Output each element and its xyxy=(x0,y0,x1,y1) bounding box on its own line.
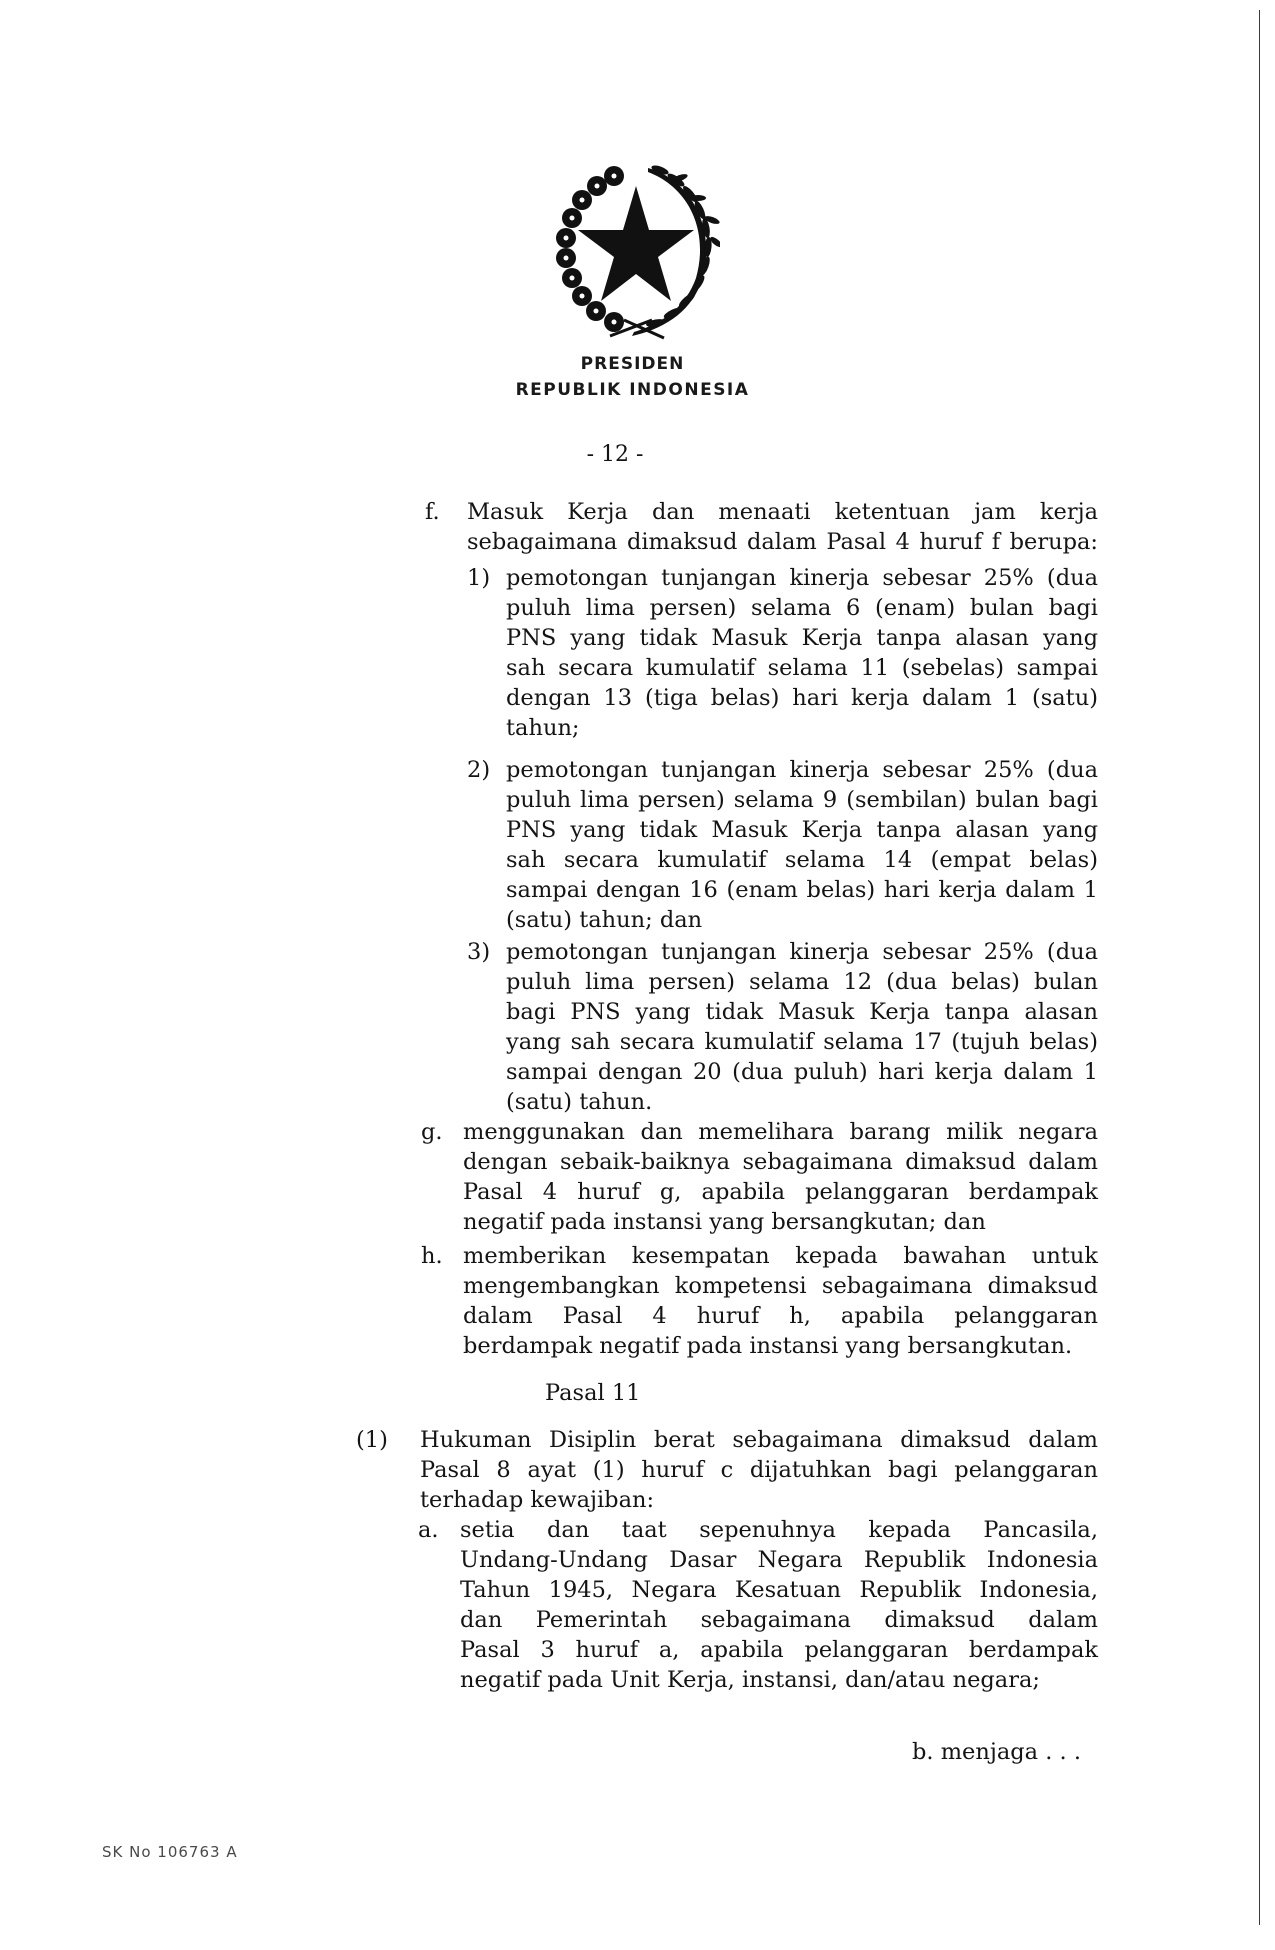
text-line: pemotongan tunjangan kinerja sebesar 25% (dua xyxy=(506,939,1098,965)
item-f-text xyxy=(467,497,1098,557)
item-label-g: g. xyxy=(421,1119,443,1145)
text-line: setia dan taat sepenuhnya kepada Pancasila, xyxy=(460,1517,1098,1543)
text-line: memberikan kesempatan kepada bawahan untuk xyxy=(463,1243,1098,1269)
text-line: sah secara kumulatif selama 11 (sebelas) sampai xyxy=(506,655,1098,681)
text-line: sah secara kumulatif selama 14 (empat belas) xyxy=(506,847,1098,873)
item-g-text xyxy=(463,1117,1098,1237)
text-line: puluh lima persen) selama 6 (enam) bulan bagi xyxy=(506,595,1098,621)
text-line: sebagaimana dimaksud dalam Pasal 4 huruf f berupa: xyxy=(467,529,1098,555)
subitem-a-text xyxy=(460,1515,1098,1695)
text-line: pemotongan tunjangan kinerja sebesar 25% (dua xyxy=(506,565,1098,591)
star-icon xyxy=(578,186,694,301)
text-line: Tahun 1945, Negara Kesatuan Republik Indonesia, xyxy=(460,1577,1098,1603)
text-line: tahun; xyxy=(506,715,580,741)
subitem-label-1: 1) xyxy=(467,565,491,591)
presidential-emblem-icon xyxy=(552,160,720,340)
ayat-label-1: (1) xyxy=(356,1427,388,1453)
text-line: sampai dengan 16 (enam belas) hari kerja dalam 1 xyxy=(506,877,1098,903)
page-number: - 12 - xyxy=(586,442,644,467)
text-line: negatif pada instansi yang bersangkutan; dan xyxy=(463,1209,986,1235)
item-h-text xyxy=(463,1241,1098,1361)
text-line: Pasal 8 ayat (1) huruf c dijatuhkan bagi pelanggaran xyxy=(420,1457,1098,1483)
text-line: puluh lima persen) selama 12 (dua belas) bulan xyxy=(506,969,1098,995)
text-line: Hukuman Disiplin berat sebagaimana dimaksud dalam xyxy=(420,1427,1098,1453)
subitem-3-text xyxy=(506,937,1098,1117)
text-line: dan Pemerintah sebagaimana dimaksud dalam xyxy=(460,1607,1098,1633)
subitem-2-text xyxy=(506,755,1098,935)
subitem-1-text xyxy=(506,563,1098,743)
text-line: berdampak negatif pada instansi yang bersangkutan. xyxy=(463,1333,1073,1359)
header-title-republik: REPUBLIK INDONESIA xyxy=(515,380,750,400)
text-line: sampai dengan 20 (dua puluh) hari kerja dalam 1 xyxy=(506,1059,1098,1085)
text-line: yang sah secara kumulatif selama 17 (tujuh belas) xyxy=(506,1029,1098,1055)
document-serial-number: SK No 106763 A xyxy=(102,1843,238,1861)
text-line: dengan sebaik-baiknya sebagaimana dimaksud dalam xyxy=(463,1149,1098,1175)
text-line: dalam Pasal 4 huruf h, apabila pelanggaran xyxy=(463,1303,1098,1329)
text-line: PNS yang tidak Masuk Kerja tanpa alasan yang xyxy=(506,625,1098,651)
header-title-presiden: PRESIDEN xyxy=(580,354,685,374)
text-line: puluh lima persen) selama 9 (sembilan) bulan bagi xyxy=(506,787,1098,813)
subitem-label-2: 2) xyxy=(467,757,491,783)
text-line: mengembangkan kompetensi sebagaimana dimaksud xyxy=(463,1273,1098,1299)
text-line: Undang-Undang Dasar Negara Republik Indonesia xyxy=(460,1547,1098,1573)
text-line: terhadap kewajiban: xyxy=(420,1487,655,1513)
pasal-title: Pasal 11 xyxy=(545,1380,641,1406)
text-line: Masuk Kerja dan menaati ketentuan jam kerja xyxy=(467,499,1098,525)
text-line: (satu) tahun. xyxy=(506,1089,653,1115)
subitem-label-3: 3) xyxy=(467,939,491,965)
scan-margin-line xyxy=(1259,10,1260,1925)
continuation-catchword: b. menjaga . . . xyxy=(912,1739,1081,1765)
item-label-f: f. xyxy=(425,499,440,525)
text-line: PNS yang tidak Masuk Kerja tanpa alasan yang xyxy=(506,817,1098,843)
text-line: dengan 13 (tiga belas) hari kerja dalam 1 (satu) xyxy=(506,685,1098,711)
item-label-h: h. xyxy=(421,1243,443,1269)
ayat-1-text xyxy=(420,1425,1098,1515)
text-line: Pasal 3 huruf a, apabila pelanggaran berdampak xyxy=(460,1637,1098,1663)
subitem-label-a: a. xyxy=(418,1517,439,1543)
text-line: menggunakan dan memelihara barang milik negara xyxy=(463,1119,1098,1145)
text-line: bagi PNS yang tidak Masuk Kerja tanpa alasan xyxy=(506,999,1098,1025)
text-line: (satu) tahun; dan xyxy=(506,907,703,933)
text-line: pemotongan tunjangan kinerja sebesar 25% (dua xyxy=(506,757,1098,783)
text-line: negatif pada Unit Kerja, instansi, dan/atau negara; xyxy=(460,1667,1040,1693)
text-line: Pasal 4 huruf g, apabila pelanggaran berdampak xyxy=(463,1179,1098,1205)
